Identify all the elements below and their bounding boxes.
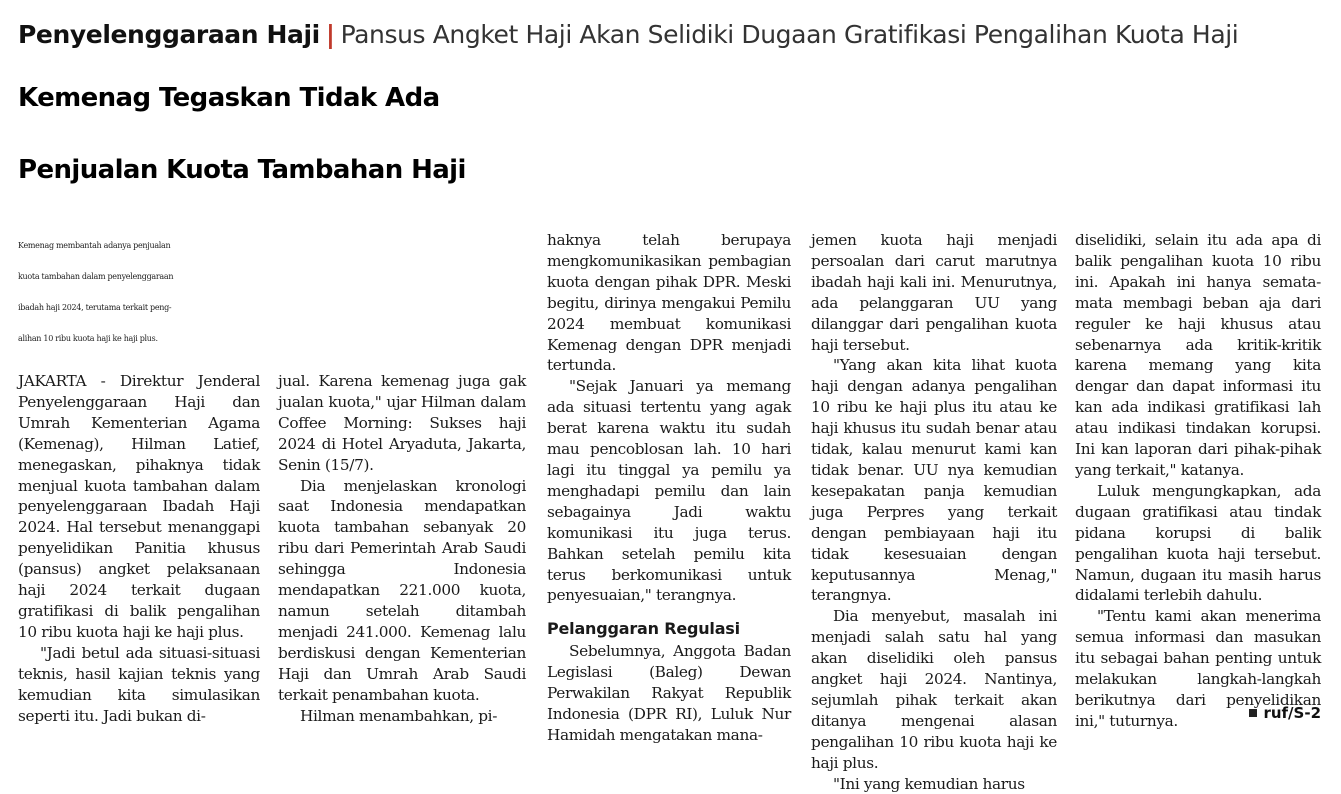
- kicker-subtitle: Pansus Angket Haji Akan Selidiki Dugaan Gratifikasi Pengalihan Kuota Haji: [340, 20, 1239, 49]
- article-column-2: [278, 371, 526, 726]
- body-paragraph: Dia menjelaskan kronologi saat Indonesia mendapatkan kuota tambahan sebanyak 20 ribu dari Pemerintah Arab Saudi sehingga Indonesia mendapatkan 221.000 kuota, namun setelah ditambah menjadi 241.000. Kemenag lalu berdiskusi dengan Kementerian Haji dan Umrah Arab Saudi terkait penambahan kuota.: [278, 476, 526, 704]
- author-signoff: [1249, 704, 1321, 722]
- kicker-separator: |: [325, 20, 335, 49]
- body-paragraph: "Tentu kami akan menerima semua informasi dan masukan itu sebagai bahan penting untuk melakukan langkah-langkah berikutnya dari penyelidikan ini," tuturnya.: [1075, 607, 1321, 730]
- body-paragraph: jual. Karena kemenag juga gak jualan kuota," ujar Hilman dalam Coffee Morning: Sukses haji 2024 di Hotel Aryaduta, Jakarta, Senin (15/7).: [278, 372, 526, 474]
- lead-line: kuota tambahan dalam penyelenggaraan: [18, 272, 174, 281]
- article-column-1: [18, 371, 260, 726]
- body-paragraph: "Ini yang kemudian harus: [833, 774, 1025, 793]
- section-rubric: Penyelenggaraan Haji: [18, 20, 320, 49]
- body-paragraph: diselidiki, selain itu ada apa di balik pengalihan kuota 10 ribu ini. Apakah ini hanya semata-mata membagi beban aja dari reguler ke haji khusus atau sebenarnya ada kritik-kritik karena memang yang kita dengar dan dapat informasi itu kan ada indikasi gratifikasi lah atau indikasi tindakan korupsi. Ini kan laporan dari pihak-pihak yang terkait," katanya.: [1075, 231, 1321, 479]
- headline-line-1: Kemenag Tegaskan Tidak Ada: [18, 83, 440, 113]
- body-paragraph: jemen kuota haji menjadi persoalan dari carut marutnya ibadah haji kali ini. Menurutnya, ada pelanggaran UU yang dilanggar dari pengalihan kuota haji tersebut.: [811, 231, 1057, 354]
- lead-line: Kemenag membantah adanya penjualan: [18, 241, 171, 250]
- article-column-4: [811, 230, 1057, 794]
- lead-paragraph: [18, 230, 528, 354]
- body-paragraph: Hilman menambahkan, pi-: [300, 706, 498, 725]
- square-bullet-icon: [1249, 709, 1257, 717]
- body-paragraph: "Yang akan kita lihat kuota haji dengan adanya pengalihan 10 ribu ke haji plus itu atau ke haji khusus itu sudah benar atau tidak, kalau menurut kami kan tidak benar. UU nya kemudian kesepakatan panja kemudian juga Perpres yang terkait dengan pembiayaan haji itu tidak kesesuaian dengan keputusannya Menag," terangnya.: [811, 356, 1057, 605]
- body-paragraph: Dia menyebut, masalah ini menjadi salah satu hal yang akan diselidiki oleh pansus angket haji 2024. Nantinya, sejumlah pihak terkait akan ditanya mengenai alasan pengalihan 10 ribu kuota haji ke haji plus.: [811, 607, 1057, 772]
- kicker-line: [18, 20, 1238, 50]
- article-column-5: [1075, 230, 1321, 732]
- body-paragraph: haknya telah berupaya mengkomunikasikan pembagian kuota dengan pihak DPR. Meski begitu, dirinya mengakui Pemilu 2024 membuat komunikasi Kemenag dengan DPR menjadi tertunda.: [547, 231, 791, 375]
- article-column-3: [547, 230, 791, 746]
- body-paragraph: JAKARTA - Direktur Jenderal Penyelenggaraan Haji dan Umrah Kementerian Agama (Kemenag), Hilman Latief, menegaskan, pihaknya tidak menjual kuota tambahan dalam penyelenggaraan Ibadah Haji 2024. Hal tersebut menanggapi penyelidikan Panitia khusus (pansus) angket pelaksanaan haji 2024 terkait dugaan gratifikasi di balik pengalihan 10 ribu kuota haji ke haji plus.: [18, 372, 260, 641]
- lead-line: alihan 10 ribu kuota haji ke haji plus.: [18, 334, 158, 343]
- signoff-text: ruf/S-2: [1263, 704, 1321, 722]
- headline: [18, 62, 1328, 206]
- headline-line-2: Penjualan Kuota Tambahan Haji: [18, 155, 466, 185]
- body-paragraph: "Jadi betul ada situasi-situasi teknis, hasil kajian teknis yang kemudian kita simulasikan seperti itu. Jadi bukan di-: [18, 643, 260, 725]
- body-paragraph: Luluk mengungkapkan, ada dugaan gratifikasi atau tindak pidana korupsi di balik pengalihan kuota haji tersebut. Namun, dugaan itu masih harus didalami terlebih dahulu.: [1075, 481, 1321, 605]
- lead-line: ibadah haji 2024, terutama terkait peng-: [18, 303, 172, 312]
- body-paragraph: Sebelumnya, Anggota Badan Legislasi (Baleg) Dewan Perwakilan Rakyat Republik Indonesia (DPR RI), Luluk Nur Hamidah mengatakan mana-: [547, 642, 791, 744]
- body-paragraph: "Sejak Januari ya memang ada situasi tertentu yang agak berat karena waktu itu sudah mau pencoblosan lah. 10 hari lagi itu tinggal ya pemilu ya menghadapi pemilu dan lain sebagainya Jadi waktu komunikasi itu juga terus. Bahkan setelah pemilu kita terus berkomunikasi untuk penyesuaian," terangnya.: [547, 377, 791, 605]
- subheading: Pelanggaran Regulasi: [547, 619, 740, 639]
